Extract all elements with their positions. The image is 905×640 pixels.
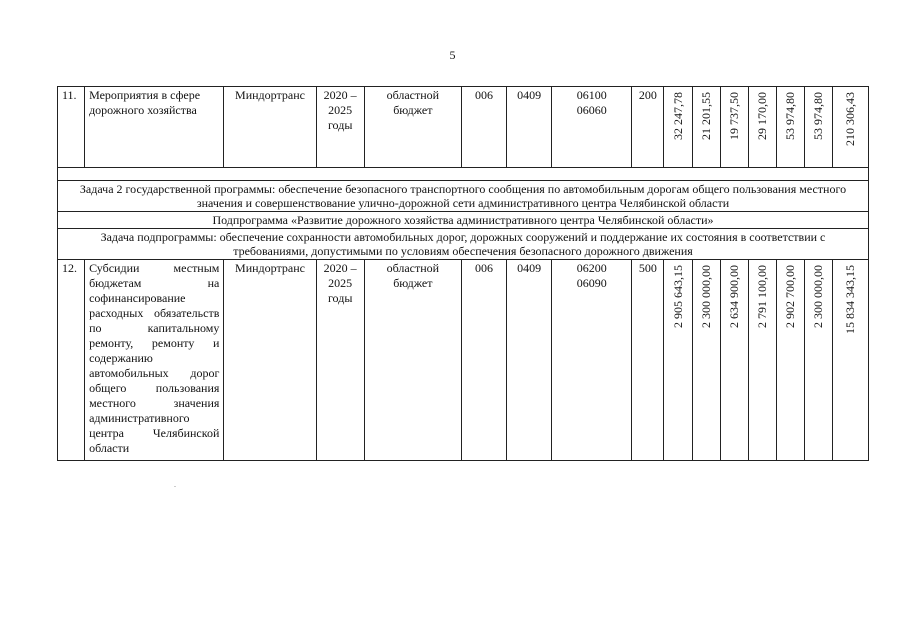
value-cell [720,87,748,168]
value-2023: 29 170,00 [755,92,770,140]
page-number: 5 [449,48,456,62]
code-section: 0409 [507,87,552,168]
value-2022: 2 634 900,00 [727,265,742,328]
subprogram-row [58,212,869,229]
value-cell [692,87,720,168]
code-target-line1: 06200 [576,261,607,275]
code-expense-type: 500 [632,260,664,461]
value-total: 210 306,43 [843,92,858,146]
activity-name: Субсидии местным бюджетам на софинансирование расходных обязательств по капитальному ремонту, ремонту и содержанию автомобильных дорог общего пользования местного значения административного центра Челябинской области [85,260,224,461]
scan-speck [174,486,176,487]
subtask-text: Задача подпрограммы: обеспечение сохранности автомобильных дорог, дорожных сооружений и поддержание их состояния в соответствии с требованиями, допустимыми по условиям обеспечения безопасного дорожного движения [58,229,869,260]
table-row-11 [58,87,869,168]
spacer-row [58,168,869,181]
value-2023: 2 791 100,00 [755,265,770,328]
executor: Миндортранс [224,87,316,168]
code-target [552,260,632,461]
value-2024: 2 902 700,00 [783,265,798,328]
code-expense-type: 200 [632,87,664,168]
task2-row [58,181,869,212]
value-cell [664,87,692,168]
value-total: 15 834 343,15 [843,265,858,334]
value-2025: 2 300 000,00 [811,265,826,328]
period: 2020 – 2025 годы [316,87,364,168]
value-2020: 2 905 643,15 [670,265,685,328]
executor: Миндортранс [224,260,316,461]
budget-source: областной бюджет [364,260,461,461]
code-ministry: 006 [461,260,506,461]
value-cell [832,260,868,461]
code-target [552,87,632,168]
value-cell [720,260,748,461]
value-cell [748,87,776,168]
value-cell [804,260,832,461]
row-number: 12. [58,260,85,461]
row-number: 11. [58,87,85,168]
value-cell [664,260,692,461]
code-target-line1: 06100 [576,88,607,102]
code-ministry: 006 [461,87,506,168]
budget-source: областной бюджет [364,87,461,168]
task2-text: Задача 2 государственной программы: обеспечение безопасного транспортного сообщения по автомобильным дорогам общего пользования местного значения и совершенствование улично-дорожной сети административного центра Челябинской области [58,181,869,212]
subtask-row [58,229,869,260]
table-row-12 [58,260,869,461]
value-cell [776,87,804,168]
code-target-line2: 06060 [576,103,607,117]
value-cell [804,87,832,168]
value-cell [776,260,804,461]
value-2021: 21 201,55 [699,92,714,140]
spacer-cell [58,168,869,181]
period: 2020 – 2025 годы [316,260,364,461]
value-2021: 2 300 000,00 [699,265,714,328]
code-section: 0409 [507,260,552,461]
value-cell [692,260,720,461]
value-2024: 53 974,80 [783,92,798,140]
activity-name: Мероприятия в сфере дорожного хозяйства [85,87,224,168]
program-table [57,86,869,461]
value-2022: 19 737,50 [727,92,742,140]
value-cell [748,260,776,461]
value-cell [832,87,868,168]
value-2020: 32 247,78 [670,92,685,140]
subprogram-title: Подпрограмма «Развитие дорожного хозяйства административного центра Челябинской области» [58,212,869,229]
value-2025: 53 974,80 [811,92,826,140]
code-target-line2: 06090 [576,276,607,290]
